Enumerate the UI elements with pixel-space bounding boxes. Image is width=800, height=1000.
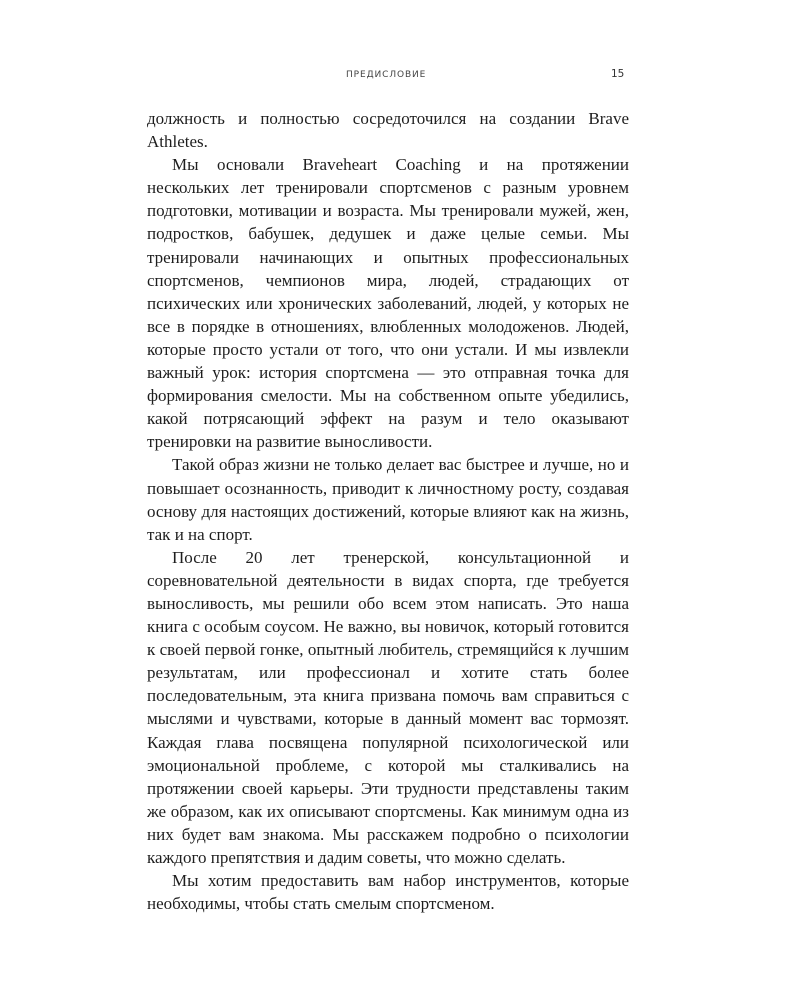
paragraph: Такой образ жизни не только делает вас быстрее и лучше, но и повышает осознанность, приводит к личностному росту, создавая основу для настоящих достижений, которые влияют как на жизнь, так и на спорт.	[147, 455, 629, 544]
paragraph: Мы хотим предоставить вам набор инструментов, которые необходимы, чтобы стать смелым спортсменом.	[147, 871, 629, 914]
running-head: ПРЕДИСЛОВИЕ	[346, 70, 427, 80]
page-number: 15	[611, 68, 625, 80]
body-text	[147, 107, 629, 915]
paragraph: должность и полностью сосредоточился на создании Brave Athletes.	[147, 109, 629, 152]
paragraph: Мы основали Braveheart Coaching и на протяжении нескольких лет тренировали спортсменов с разным уровнем подготовки, мотивации и возраста. Мы тренировали мужей, жен, подростков, бабушек, дедушек и даже целые семьи. Мы тренировали начинающих и опытных профессиональных спортсменов, чемпионов мира, людей, страдающих от психических или хронических заболеваний, людей, у которых не все в порядке в отношениях, влюбленных молодоженов. Людей, которые просто устали от того, что они устали. И мы извлекли важный урок: история спортсмена — это отправная точка для формирования смелости. Мы на собственном опыте убедились, какой потрясающий эффект на разум и тело оказывают тренировки на развитие выносливости.	[147, 155, 629, 452]
paragraph: После 20 лет тренерской, консультационной и соревновательной деятельности в видах спорта, где требуется выносливость, мы решили обо всем этом написать. Это наша книга с особым соусом. Не важно, вы новичок, который готовится к своей первой гонке, опытный любитель, стремящийся к лучшим результатам, или профессионал и хотите стать более последовательным, эта книга призвана помочь вам справиться с мыслями и чувствами, которые в данный момент вас тормозят. Каждая глава посвящена популярной психологической или эмоциональной проблеме, с которой мы сталкивались на протяжении своей карьеры. Эти трудности представлены таким же образом, как их описывают спортсмены. Как минимум одна из них будет вам знакома. Мы расскажем подробно о психологии каждого препятствия и дадим советы, что можно сделать.	[147, 547, 629, 867]
